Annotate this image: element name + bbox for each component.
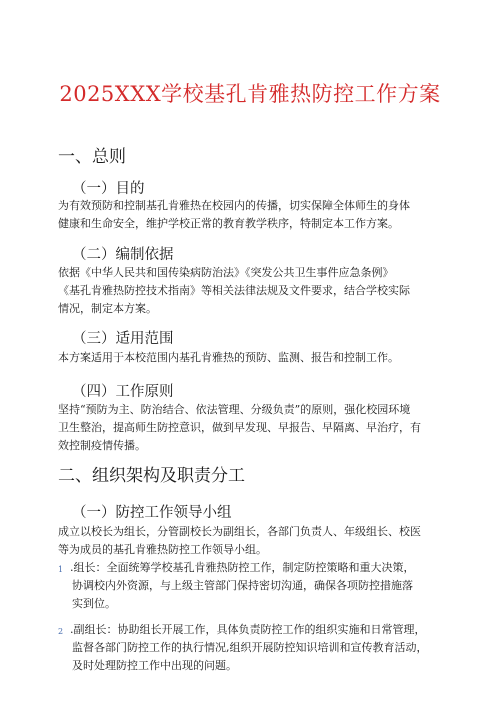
paragraph-line: 为有效预防和控制基孔肯雅热在校园内的传播，切实保障全体师生的身体 bbox=[58, 199, 410, 212]
paragraph-line: 《基孔肯雅热防控技术指南》等相关法律法规及文件要求，结合学校实际 bbox=[58, 284, 410, 297]
paragraph-line: 健康和生命安全，维护学校正常的教育教学秩序，特制定本工作方案。 bbox=[58, 217, 399, 230]
document-title: 2025XXX学校基孔肯雅热防控工作方案 bbox=[59, 82, 441, 106]
paragraph-line: 效控制疫情传播。 bbox=[58, 439, 146, 452]
list-item-line: 及时处理防控工作中出现的问题。 bbox=[72, 659, 237, 672]
section-1-1-paragraph bbox=[58, 197, 448, 233]
paragraph-line: 成立以校长为组长，分管副校长为副组长，各部门负责人、年级组长、校医 bbox=[58, 525, 421, 538]
section-1-1-heading: （一）目的 bbox=[72, 181, 145, 197]
section-2-1-paragraph bbox=[58, 523, 448, 559]
list-item-line: 协调校内外资源，与上级主管部门保持密切沟通，确保各项防控措施落 bbox=[72, 579, 413, 592]
list-item-line: .组长：全面统筹学校基孔肯雅热防控工作，制定防控策略和重大决策， bbox=[70, 561, 415, 574]
paragraph-line: 本方案适用于本校范围内基孔肯雅热的预防、监测、报告和控制工作。 bbox=[58, 351, 399, 364]
section-1-3-paragraph bbox=[58, 349, 448, 367]
list-item-line: 实到位。 bbox=[72, 597, 116, 610]
section-1-heading: 一、总则 bbox=[58, 147, 126, 167]
paragraph-line: 情况，制定本方案。 bbox=[58, 302, 157, 315]
list-item-number: 2 bbox=[58, 627, 64, 636]
list-item-line: 监督各部门防控工作的执行情况,组织开展防控知识培训和宣传教育活动， bbox=[72, 641, 428, 654]
paragraph-line: 坚持“预防为主、防治结合、依法管理、分级负责”的原则，强化校园环境 bbox=[58, 403, 411, 416]
section-1-3-heading: （三）适用范围 bbox=[72, 331, 174, 347]
paragraph-line: 依据《中华人民共和国传染病防治法》《突发公共卫生事件应急条例》 bbox=[58, 266, 394, 279]
list-item-body bbox=[70, 621, 428, 675]
section-1-4-paragraph bbox=[58, 401, 448, 455]
section-1-2-paragraph bbox=[58, 264, 448, 318]
list-item-body bbox=[70, 559, 415, 613]
paragraph-line: 卫生整治，提高师生防控意识，做到早发现、早报告、早隔离、早治疗，有 bbox=[58, 421, 421, 434]
section-2-heading: 二、组织架构及职责分工 bbox=[58, 466, 245, 486]
section-2-1-heading: （一）防控工作领导小组 bbox=[72, 505, 232, 521]
section-1-2-heading: （二）编制依据 bbox=[72, 247, 174, 263]
list-item-number: 1 bbox=[58, 565, 64, 574]
list-item-line: .副组长：协助组长开展工作，具体负责防控工作的组织实施和日常管理， bbox=[70, 623, 426, 636]
paragraph-line: 等为成员的基孔肯雅热防控工作领导小组。 bbox=[58, 543, 267, 556]
section-1-4-heading: （四）工作原则 bbox=[72, 384, 174, 400]
